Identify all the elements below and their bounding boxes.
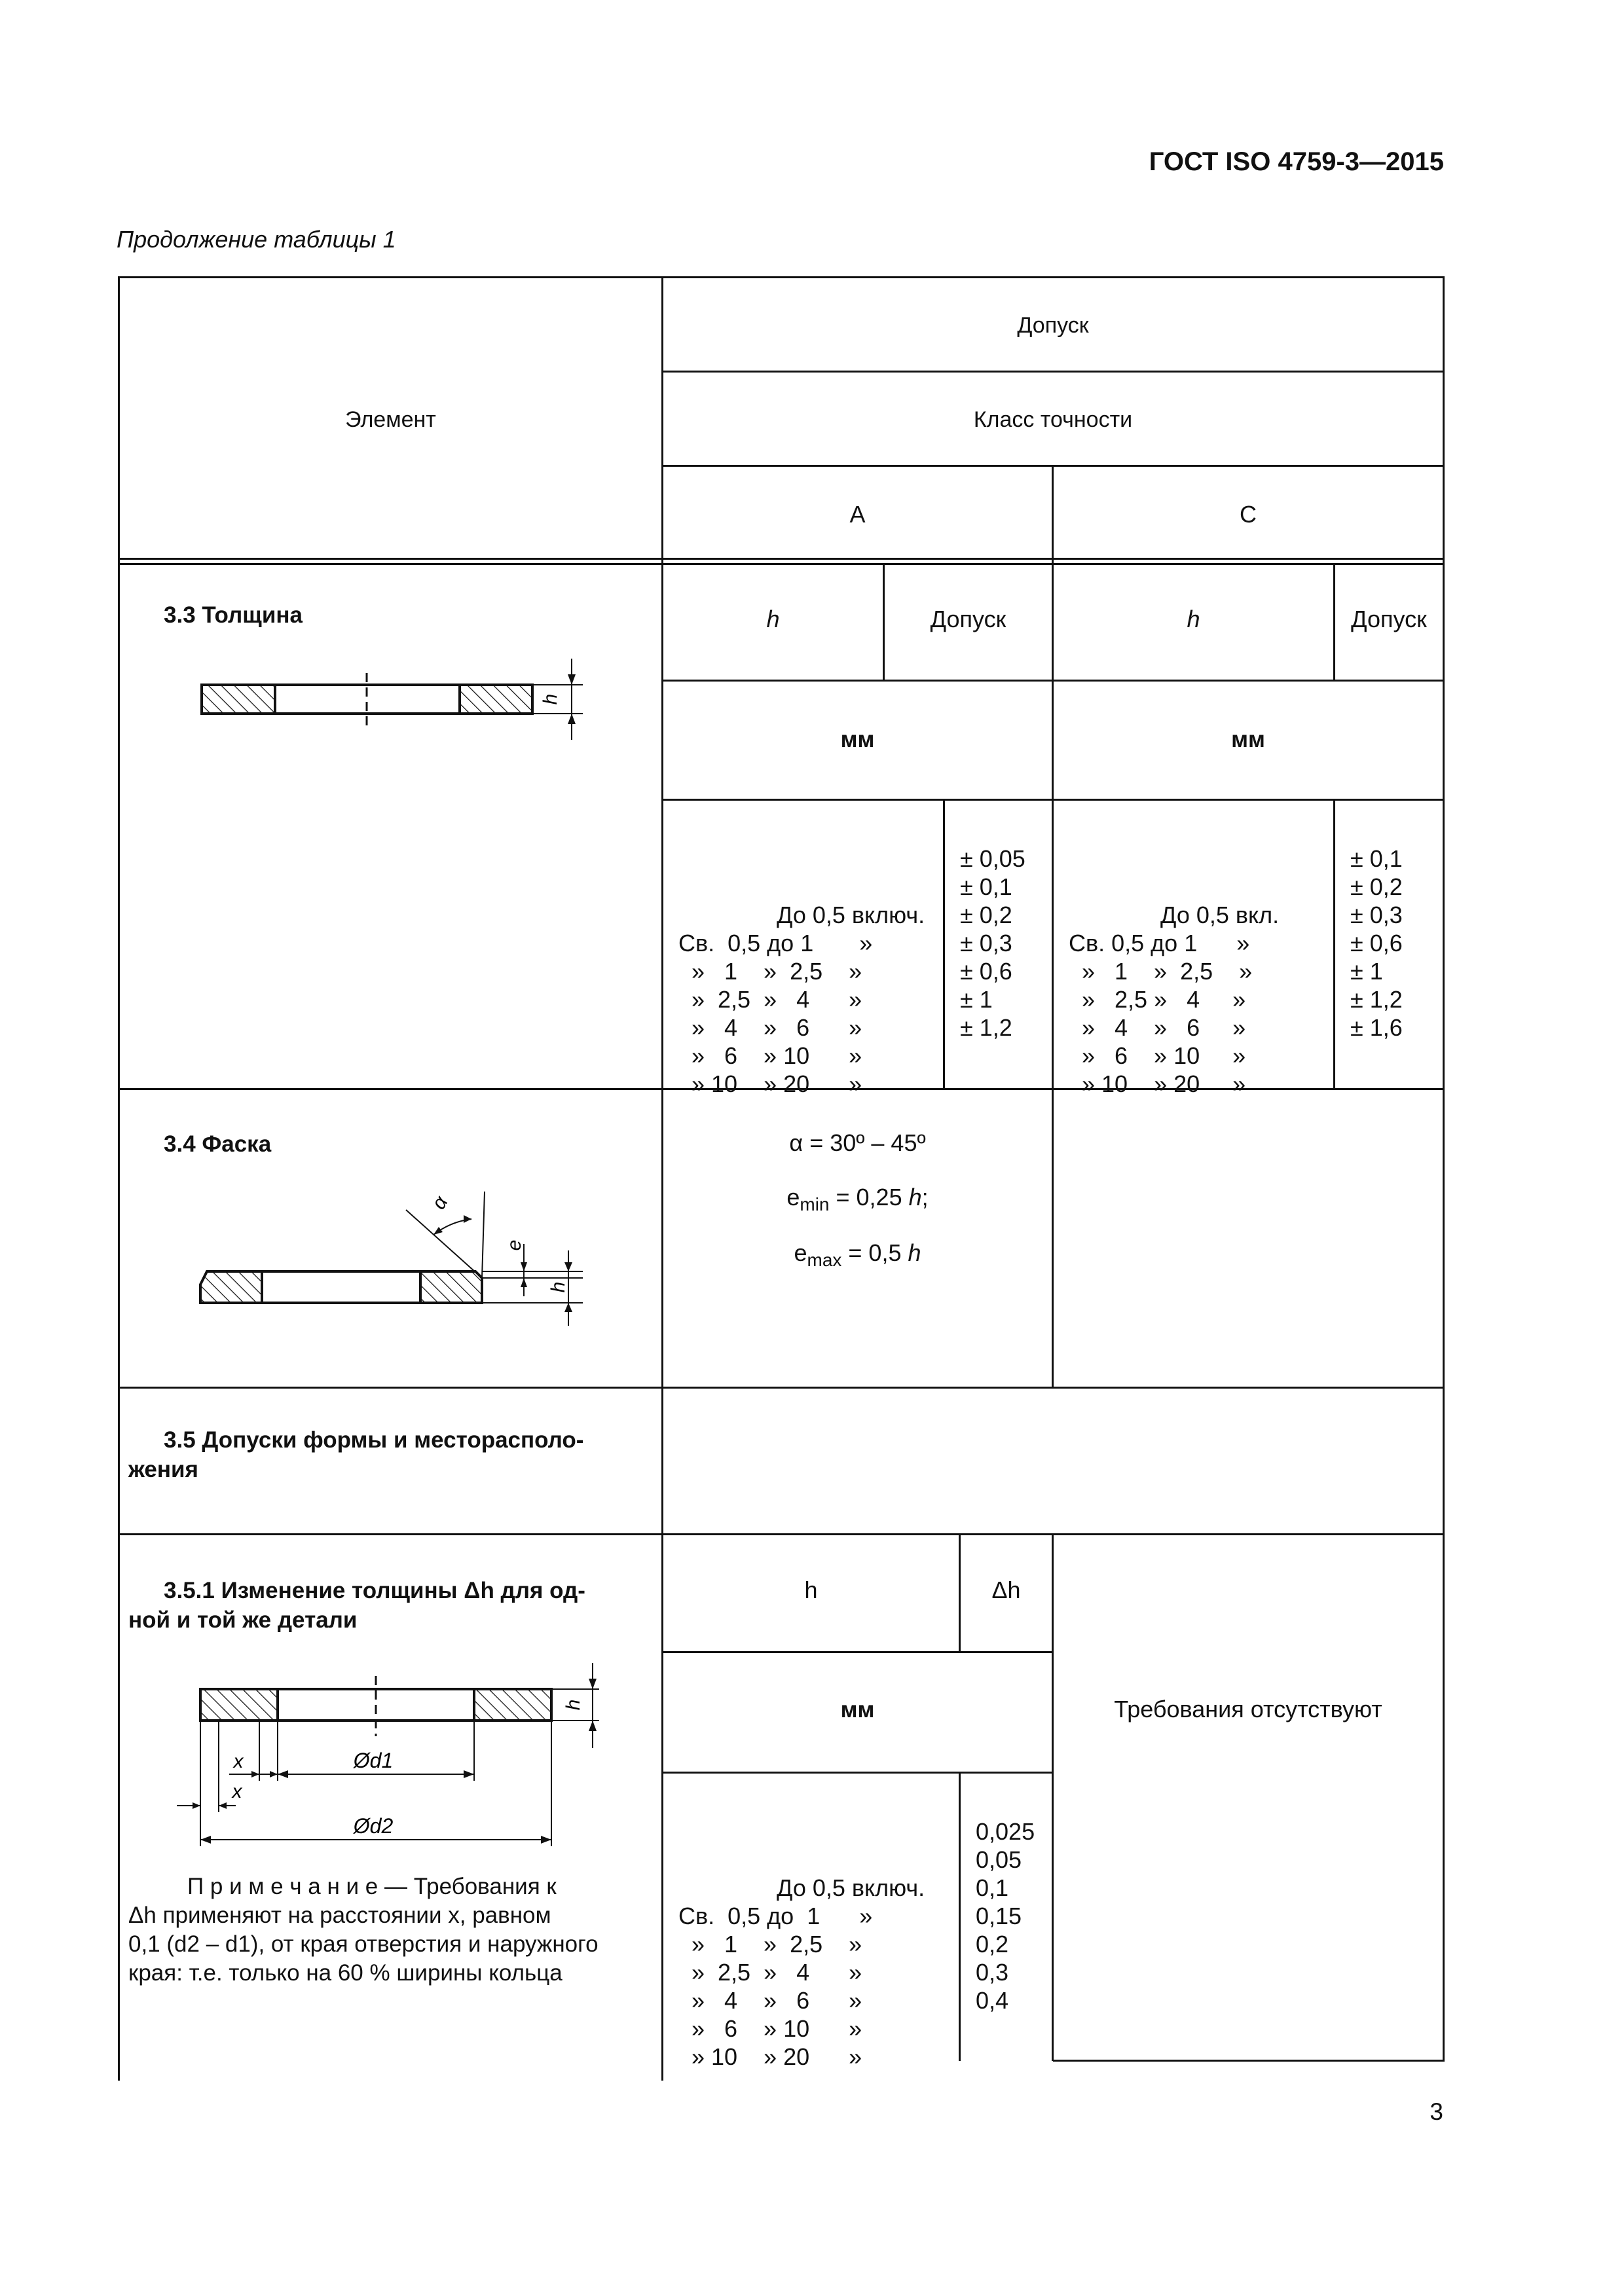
thickness-ranges-class-c: До 0,5 вкл. Св. 0,5 до 1 » » 1 » 2,5 » » 2,5 » 4 » » 4 » 6 » » 6 » 10 » » 10 » 20 » xyxy=(1069,902,1280,1097)
figure-label-h: h xyxy=(563,1699,584,1711)
document-number: ГОСТ ISO 4759-3—2015 xyxy=(1149,147,1444,176)
section-3-5-1-note: П р и м е ч а н и е — Требования к Δh применяют на расстоянии x, равном 0,1 (d2 – d1), от края отверстия и наружного края: т.е. только на 60 % ширины кольца xyxy=(128,1874,599,1986)
col-tolerance-class-c: Допуск xyxy=(1351,606,1427,632)
figure-label-x-lower: x xyxy=(232,1781,242,1802)
chamfer-emin-formula: $e_{min} = 0,25$ h; xyxy=(786,1184,929,1215)
figure-label-x-upper: x xyxy=(233,1751,244,1772)
column-header-class-c: C xyxy=(1240,501,1257,528)
unit-mm-class-a: мм xyxy=(840,727,875,752)
section-3-3-title: 3.3 Толщина xyxy=(164,602,303,628)
table-continuation-caption: Продолжение таблицы 1 xyxy=(117,226,396,253)
chamfer-emax-formula: $e_{max} = 0,5$ h xyxy=(794,1239,921,1271)
col-h-thickness: h xyxy=(804,1576,818,1603)
column-header-class-a: A xyxy=(849,501,866,528)
thickness-tolerances-class-a: ± 0,05 ± 0,1 ± 0,2 ± 0,3 ± 0,6 ± 1 ± 1,2 xyxy=(960,845,1025,1041)
thickness-variation-ranges: До 0,5 включ. Св. 0,5 до 1 » » 1 » 2,5 » » 2,5 » 4 » » 4 » 6 » » 6 » 10 » » 10 » 20 » xyxy=(678,1874,925,2070)
section-3-5-1-title-line1: 3.5.1 Изменение толщины Δh для од- xyxy=(164,1578,585,1603)
thickness-figure xyxy=(190,655,602,746)
figure-label-h: h xyxy=(547,1281,569,1293)
thickness-tolerances-class-c: ± 0,1 ± 0,2 ± 0,3 ± 0,6 ± 1 ± 1,2 ± 1,6 xyxy=(1350,845,1403,1041)
section-3-5-1-title-line2: ной и той же детали xyxy=(128,1607,358,1633)
thickness-ranges-class-a: До 0,5 включ. Св. 0,5 до 1 » » 1 » 2,5 » » 2,5 » 4 » » 4 » 6 » » 6 » 10 » » 10 » 20 » xyxy=(678,902,925,1097)
thickness-variation-values: 0,025 0,05 0,1 0,15 0,2 0,3 0,4 xyxy=(976,1818,1035,2014)
figure-label-d2: Ød2 xyxy=(353,1814,394,1838)
unit-mm-class-c: мм xyxy=(1231,727,1265,752)
col-tolerance-class-a: Допуск xyxy=(930,606,1006,632)
column-header-element: Элемент xyxy=(345,407,436,432)
col-h-class-a: h xyxy=(766,606,780,632)
section-3-5-title-line2: жения xyxy=(128,1457,198,1482)
unit-mm: мм xyxy=(840,1697,875,1722)
col-h-class-c: h xyxy=(1187,606,1200,632)
no-requirements-text: Требования отсутствуют xyxy=(1114,1696,1382,1722)
figure-label-alpha: α xyxy=(428,1192,452,1213)
figure-label-d1: Ød1 xyxy=(353,1749,394,1772)
col-delta-h: Δh xyxy=(991,1576,1021,1603)
chamfer-angle-formula: α = 30º – 45º xyxy=(789,1129,926,1156)
column-header-accuracy-class: Класс точности xyxy=(973,407,1133,432)
figure-label-e: e xyxy=(504,1239,525,1251)
section-3-4-title: 3.4 Фаска xyxy=(164,1131,272,1157)
chamfer-figure xyxy=(190,1172,596,1336)
section-3-5-title-line1: 3.5 Допуски формы и месторасполо- xyxy=(164,1427,584,1453)
page-number: 3 xyxy=(1430,2098,1443,2125)
column-header-tolerance: Допуск xyxy=(1017,313,1089,338)
figure-label-h: h xyxy=(540,693,561,705)
thickness-variation-figure xyxy=(164,1650,622,1859)
